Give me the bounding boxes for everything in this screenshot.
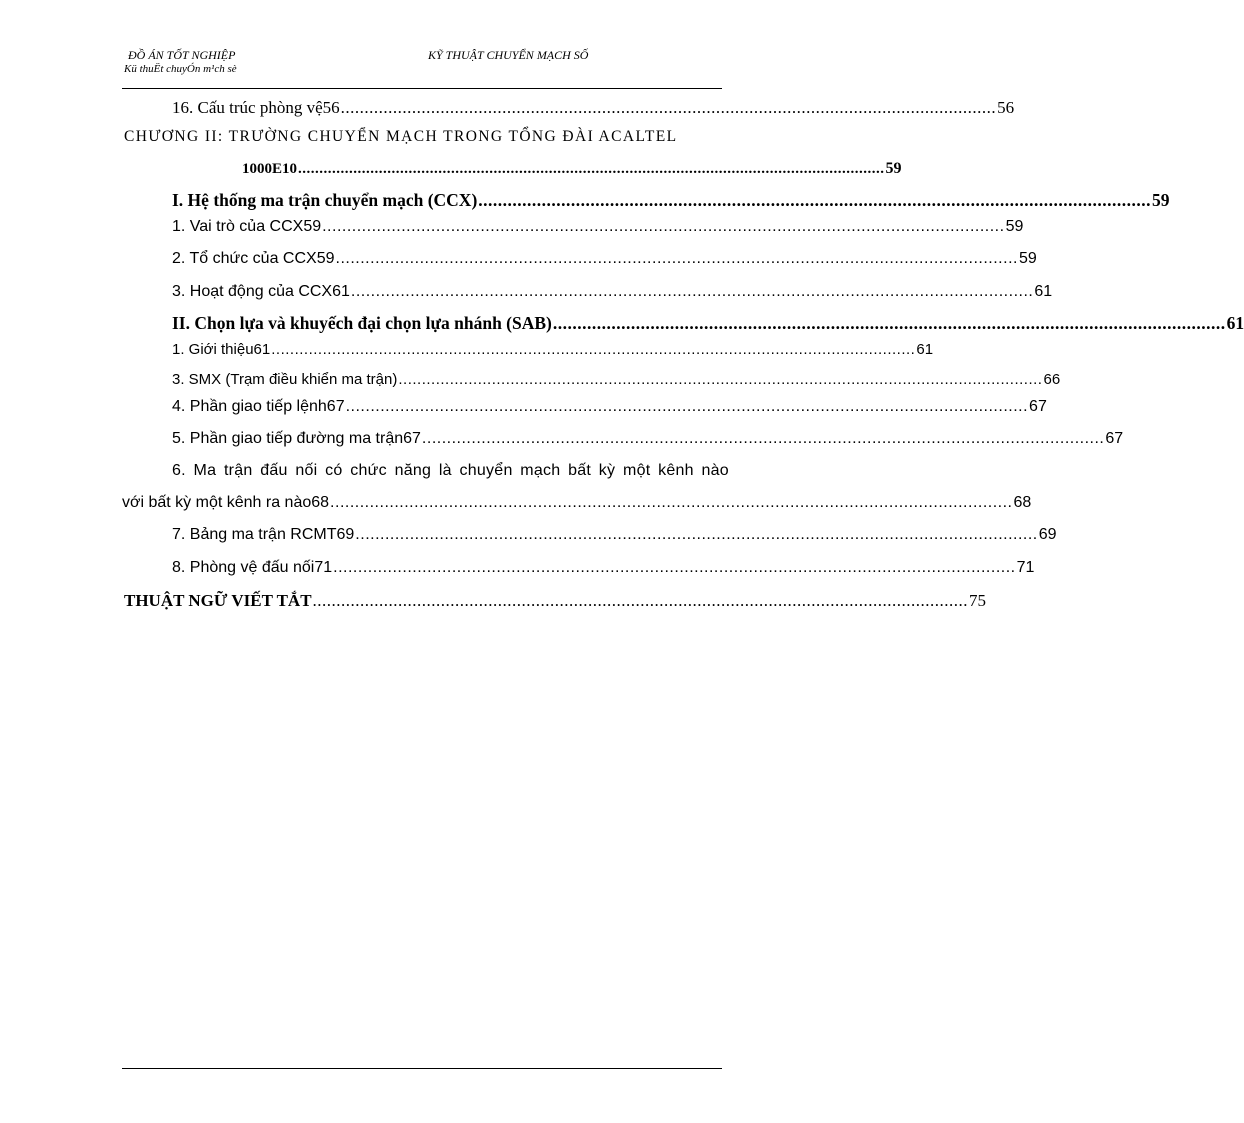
toc-leader: .......................................................................................................................................... bbox=[330, 494, 1013, 511]
toc-entry[interactable] bbox=[172, 250, 1037, 268]
toc-entry-title: 2. Tổ chức của CCX59 bbox=[172, 250, 335, 267]
toc-entry-title: 4. Phần giao tiếp lệnh67 bbox=[172, 398, 345, 415]
toc-entry[interactable] bbox=[172, 218, 1024, 236]
toc-entry-title: 16. Cấu trúc phòng vệ56 bbox=[172, 98, 340, 117]
toc-leader: .......................................................................................................................................... bbox=[350, 283, 1034, 300]
toc-entry-title: 8. Phòng vệ đấu nối71 bbox=[172, 559, 333, 576]
toc-entry-title: 1. Giới thiệu61 bbox=[172, 341, 271, 358]
toc-entry-page: 61 bbox=[1226, 313, 1244, 333]
toc-entry-title: 5. Phần giao tiếp đường ma trận67 bbox=[172, 430, 421, 447]
header-course-title: KỸ THUẬT CHUYỂN MẠCH SỐ bbox=[428, 48, 589, 62]
toc-section[interactable] bbox=[172, 313, 1244, 334]
toc-entry[interactable] bbox=[172, 341, 934, 358]
toc-entry-title: II. Chọn lựa và khuyếch đại chọn lựa nhánh (SAB) bbox=[172, 313, 552, 333]
toc-entry[interactable] bbox=[172, 559, 1035, 577]
toc-entry-title: 3. Hoạt động của CCX61 bbox=[172, 283, 350, 300]
toc-leader: .......................................................................................................................................... bbox=[421, 430, 1105, 447]
toc-entry[interactable] bbox=[172, 430, 1124, 448]
toc-entry-title: 7. Bảng ma trận RCMT69 bbox=[172, 526, 355, 543]
toc-entry-page: 59 bbox=[885, 160, 902, 177]
footer-rule bbox=[122, 1068, 722, 1069]
toc-entry-title: THUẬT NGỮ VIẾT TẮT bbox=[124, 591, 312, 610]
toc-entry-title-line[interactable]: 6. Ma trận đấu nối có chức năng là chuyển mạch bất kỳ một kênh nào bbox=[172, 462, 729, 479]
toc-entry-title: với bất kỳ một kênh ra nào68 bbox=[122, 494, 330, 511]
toc-leader: .......................................................................................................................................... bbox=[355, 526, 1038, 543]
toc-entry[interactable] bbox=[172, 371, 1061, 388]
toc-entry-page: 61 bbox=[916, 341, 934, 358]
header-rule bbox=[122, 88, 722, 89]
toc-entry[interactable] bbox=[172, 526, 1057, 544]
toc-leader: .......................................................................................................................................... bbox=[322, 218, 1005, 235]
toc-entry[interactable] bbox=[172, 398, 1047, 416]
toc-entry-page: 68 bbox=[1013, 494, 1032, 511]
toc-entry-title: I. Hệ thống ma trận chuyển mạch (CCX) bbox=[172, 190, 478, 210]
toc-entry-title: 1000E10 bbox=[242, 161, 298, 177]
toc-entry-page: 66 bbox=[1043, 371, 1061, 388]
toc-entry-page: 67 bbox=[1105, 430, 1124, 447]
toc-entry[interactable] bbox=[172, 283, 1053, 301]
toc-entry-page: 56 bbox=[997, 98, 1015, 117]
toc-chapter-title[interactable]: CHƯƠNG II: TRƯỜNG CHUYỂN MẠCH TRONG TỔNG ĐÀI ACALTEL bbox=[124, 128, 678, 145]
toc-entry-page: 59 bbox=[1018, 250, 1037, 267]
header-school-title: ĐỒ ÁN TỐT NGHIỆP bbox=[128, 48, 236, 62]
toc-entry-title: 1. Vai trò của CCX59 bbox=[172, 218, 322, 235]
header-subtitle: Kü thuËt chuyÓn m¹ch sè bbox=[124, 63, 237, 75]
toc-leader: .......................................................................................................................................... bbox=[335, 250, 1018, 267]
toc-leader: .......................................................................................................................................... bbox=[345, 398, 1029, 415]
toc-leader: .......................................................................................................................................... bbox=[478, 190, 1152, 210]
toc-entry-page: 59 bbox=[1005, 218, 1024, 235]
toc-entry-title: 3. SMX (Trạm điều khiển ma trận) bbox=[172, 371, 398, 388]
toc-entry[interactable] bbox=[242, 160, 902, 178]
toc-leader: .......................................................................................................................................... bbox=[271, 341, 916, 358]
toc-entry-page: 59 bbox=[1152, 190, 1170, 210]
toc-leader: .......................................................................................................................................... bbox=[298, 161, 885, 177]
toc-leader: .......................................................................................................................................... bbox=[333, 559, 1016, 576]
toc-entry-page: 75 bbox=[969, 591, 987, 610]
toc-entry-page: 61 bbox=[1034, 283, 1053, 300]
toc-leader: .......................................................................................................................................... bbox=[552, 313, 1226, 333]
toc-entry[interactable] bbox=[122, 494, 1032, 512]
toc-entry[interactable] bbox=[124, 591, 987, 611]
toc-leader: .......................................................................................................................................... bbox=[398, 371, 1043, 388]
toc-entry-page: 71 bbox=[1016, 559, 1035, 576]
toc-entry[interactable] bbox=[172, 98, 1015, 118]
toc-section[interactable] bbox=[172, 190, 1170, 211]
toc-entry-page: 69 bbox=[1038, 526, 1057, 543]
toc-leader: .......................................................................................................................................... bbox=[312, 591, 969, 610]
toc-entry-page: 67 bbox=[1029, 398, 1047, 415]
toc-leader: .......................................................................................................................................... bbox=[340, 98, 997, 117]
